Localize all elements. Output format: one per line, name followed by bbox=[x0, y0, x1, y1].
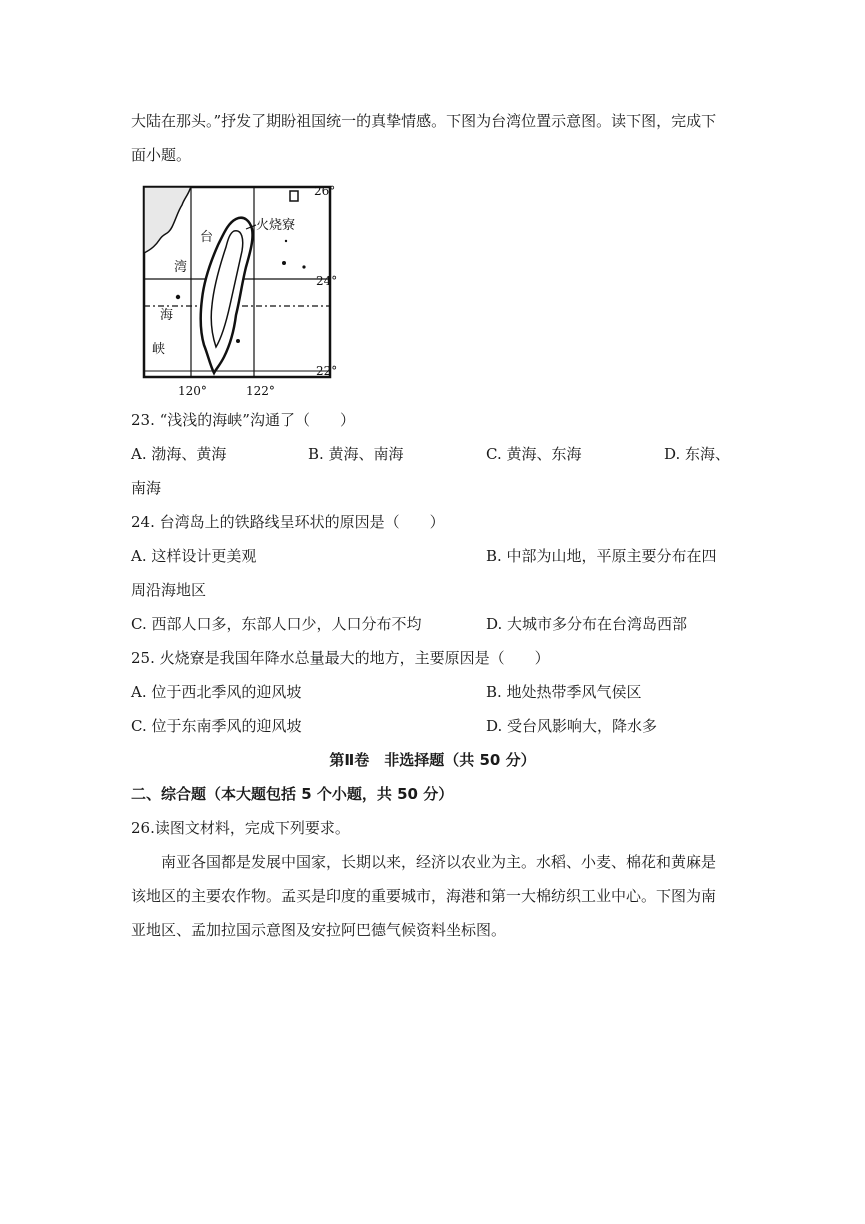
section-2-heading: 二、综合题（本大题包括 5 个小题，共 50 分） bbox=[131, 785, 454, 803]
lon-label-120: 120° bbox=[178, 384, 207, 398]
q26-stem: 26.读图文材料，完成下列要求。 bbox=[131, 819, 350, 837]
q24-option-b-cont: 周沿海地区 bbox=[131, 581, 207, 599]
q24-option-d: D. 大城市多分布在台湾岛西部 bbox=[486, 615, 688, 633]
lon-label-122: 122° bbox=[246, 384, 275, 398]
island-penghu bbox=[176, 295, 180, 299]
q26-paragraph-line-2: 该地区的主要农作物。孟买是印度的重要城市，海港和第一大棉纺织工业中心。下图为南 bbox=[131, 887, 717, 905]
q25-option-c: C. 位于东南季风的迎风坡 bbox=[131, 717, 302, 735]
q25-stem: 25. 火烧寮是我国年降水总量最大的地方，主要原因是（ ） bbox=[131, 649, 550, 667]
taiwan-location-map bbox=[138, 181, 348, 401]
section-2-title: 第Ⅱ卷 非选择题（共 50 分） bbox=[329, 751, 536, 769]
strait-char-1: 台 bbox=[200, 230, 214, 245]
island-small-ne bbox=[290, 191, 298, 201]
q25-option-a: A. 位于西北季风的迎风坡 bbox=[131, 683, 302, 701]
island-dot-3 bbox=[285, 240, 287, 242]
q23-option-b: B. 黄海、南海 bbox=[308, 445, 404, 463]
q25-option-d: D. 受台风影响大，降水多 bbox=[486, 717, 658, 735]
strait-char-3: 海 bbox=[160, 308, 174, 323]
strait-char-4: 峡 bbox=[152, 342, 166, 357]
q23-option-a: A. 渤海、黄海 bbox=[131, 445, 227, 463]
q23-stem: 23. “浅浅的海峡”沟通了（ ） bbox=[131, 411, 355, 429]
island-dot-sw bbox=[236, 339, 240, 343]
intro-line-1: 大陆在那头。”抒发了期盼祖国统一的真挚情感。下图为台湾位置示意图。读下图，完成下 bbox=[131, 112, 717, 130]
q23-option-d-cont: 南海 bbox=[131, 479, 162, 497]
q24-option-c: C. 西部人口多，东部人口少，人口分布不均 bbox=[131, 615, 422, 633]
island-dot-1 bbox=[282, 261, 286, 265]
q26-paragraph-line-1: 南亚各国都是发展中国家，长期以来，经济以农业为主。水稻、小麦、棉花和黄麻是 bbox=[161, 853, 717, 871]
q25-option-b: B. 地处热带季风气侯区 bbox=[486, 683, 642, 701]
q24-option-a: A. 这样设计更美观 bbox=[131, 547, 257, 565]
q24-stem: 24. 台湾岛上的铁路线呈环状的原因是（ ） bbox=[131, 513, 445, 531]
q26-paragraph-line-3: 亚地区、孟加拉国示意图及安拉阿巴德气候资料坐标图。 bbox=[131, 921, 507, 939]
q23-option-c: C. 黄海、东海 bbox=[486, 445, 582, 463]
q24-option-b: B. 中部为山地，平原主要分布在四 bbox=[486, 547, 717, 565]
island-dot-2 bbox=[302, 265, 305, 268]
intro-line-2: 面小题。 bbox=[131, 146, 192, 164]
place-label-huoshaoliao: 火烧寮 bbox=[256, 218, 296, 233]
lat-label-24: 24° bbox=[316, 274, 338, 288]
lat-label-22: 22° bbox=[316, 364, 338, 378]
q23-option-d: D. 东海、 bbox=[664, 445, 731, 463]
mainland-coast bbox=[144, 187, 191, 253]
strait-char-2: 湾 bbox=[174, 260, 188, 275]
lat-label-26: 26° bbox=[314, 184, 336, 198]
